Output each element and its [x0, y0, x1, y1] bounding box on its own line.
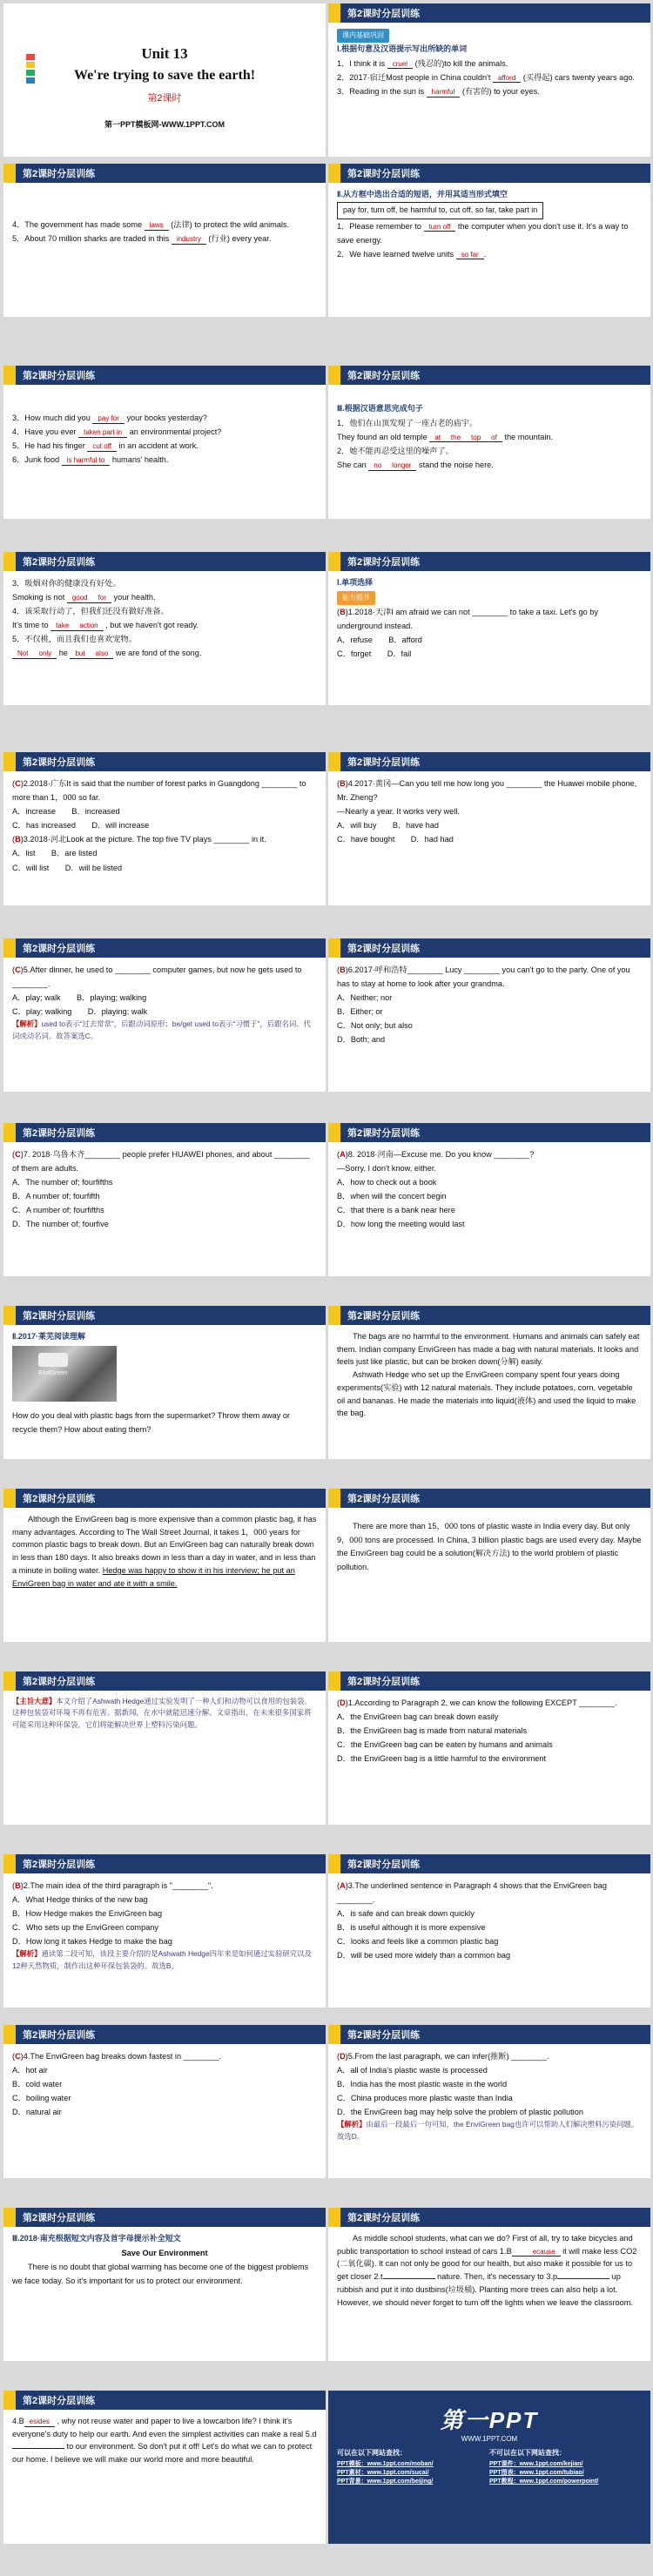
link[interactable]: PPT素材：www.1ppt.com/sucai/ — [337, 2470, 429, 2476]
site-label: 第一PPT模板网-WWW.1PPT.COM — [104, 120, 225, 129]
slide-header: 第2课时分层训练 — [328, 2208, 650, 2227]
tag-ability: 能力提升 — [337, 591, 375, 605]
slide-15 — [3, 1306, 326, 1459]
slide-header: 第2课时分层训练 — [328, 1489, 650, 1508]
slide-header: 第2课时分层训练 — [328, 1854, 650, 1873]
slide-header: 第2课时分层训练 — [328, 752, 650, 771]
passage-paragraph: There are more than 15，000 tons of plastic waste in India every day. But only 9，000 tons are processed. In China, 3 billion plastic bags are used every day. Maybe the EnviGreen bag could be a solution(解决方法) to the world problem of plastic pollution. — [337, 1522, 642, 1571]
question: Smoking is not good for your health. — [12, 593, 156, 602]
question: She can no longer stand the noise here. — [337, 461, 494, 470]
question: 5．About 70 million sharks are traded in this industry (行业) every year. — [12, 234, 272, 244]
slide-header: 第2课时分层训练 — [328, 3, 650, 23]
question: (D)1.According to Paragraph 2, we can know the following EXCEPT ________. — [337, 1698, 617, 1707]
slide-18 — [328, 1489, 650, 1642]
lesson-number: 第2课时 — [147, 93, 182, 104]
passage-title: Save Our Environment — [121, 2248, 208, 2257]
question: 3．Reading in the sun is harmful (有害的) to your eyes. — [337, 86, 540, 96]
analysis-note: 【解析】通读第二段可知，该段主要介绍的是Ashwath Hedge四年来是如何通过实验研究以及12种天然物质，制作出这种环保包装袋的。故选B。 — [12, 1949, 312, 1970]
question: (C)4.The EnviGreen bag breaks down fastest in ________. — [12, 2052, 222, 2061]
lesson-title: We're trying to save the earth! — [73, 68, 256, 83]
slide-header: 第2课时分层训练 — [328, 938, 650, 958]
passage-paragraph: The bags are no harmful to the environment. Humans and animals can safely eat them. Indian company EnviGreen has made a bag with natural materials. It looks and feels just like plastic, but can be broken down(分解) easily. — [337, 1332, 640, 1367]
slide-header: 第2课时分层训练 — [3, 1123, 326, 1142]
question-cn: 4．该采取行动了，但我们还没有做好准备。 — [12, 607, 169, 616]
question-cn: 5．不仅桃，而且我们也喜欢宠物。 — [12, 635, 137, 644]
link[interactable]: PPT模板：www.1ppt.com/moban/ — [337, 2461, 434, 2467]
slide-17 — [3, 1489, 326, 1642]
question: (C)5.After dinner, he used to ________ computer games, but now he gets used to ________. — [12, 965, 302, 989]
section-title: Ⅲ.根据汉语意思完成句子 — [337, 404, 423, 413]
brand-url: WWW.1PPT.COM — [461, 2435, 518, 2443]
question: Not only he but also we are fond of the song. — [12, 646, 317, 660]
promo-slide — [328, 2391, 650, 2544]
unit-title: Unit 13 — [141, 45, 188, 62]
slide-19 — [3, 1671, 326, 1825]
slide-20: 第2课时分层训练 (D)1.According to Paragraph 2, we can know the following EXCEPT ________. A．the EnviGreen bag can break down easily B．the EnviGreen bag is made from natural materials C．the EnviGreen bag can be eaten by humans and animals D．the EnviGreen bag is a little harmful to the environment — [328, 1671, 650, 1825]
question-cn: 3．吸烟对你的健康没有好处。 — [12, 579, 121, 588]
question: (C)2.2018·广东It is said that the number of forest parks in Guangdong ________ to more than 1，000 so far. — [12, 779, 306, 803]
summary-note: 【主旨大意】本文介绍了Ashwath Hedge通过实验发明了一种人们和动物可以食用的包装袋。这种包装袋对环境不再有危害。据新闻，在水中就能迅速分解。文章指出，在未来很多国家将可能采用这种环保袋，它们将能解决世界上塑料污染问题。 — [12, 1697, 312, 1729]
question: 2．We have learned twelve units so far . — [337, 249, 487, 259]
slide-5 — [3, 366, 326, 519]
slide-21: 第2课时分层训练 (B)2.The main idea of the third paragraph is "________". A．What Hedge thinks of the new bag B．How Hedge makes the EnviGreen bag C．Who sets up the EnviGreen company D．How long it takes Hedge to make the bag 【解析】通读第二段可知，该段主要介绍的是Ashwath Hedge四年来是如何通过实验研究以及12种天然物质，制作出这种环保包装袋的。故选B。 — [3, 1854, 326, 2008]
question: (B)1.2018·天津I am afraid we can not ________ to take a taxi. Let's go by underground instead. — [337, 607, 599, 630]
question: (B)6.2017·呼和浩特________ Lucy ________ you can't go to the party. One of you has to stay at home to look after your grandma. — [337, 965, 630, 989]
question-cn: 1．他们在山顶发现了一座古老的庙宇。 — [337, 418, 478, 427]
slide-24: 第2课时分层训练 (D)5.From the last paragraph, we can infer(推断) ________. A．all of India's plastic waste is processed B．India has the most plastic waste in the world C．China produces more plastic waste than India D．the EnviGreen bag may help solve the problem of plastic pollution 【解析】由最后一段最后一句可知，the EnviGreen bag也许可以帮助人们解决塑料污染问题。故选D。 — [328, 2025, 650, 2178]
slide-4 — [328, 164, 650, 317]
slide-header: 第2课时分层训练 — [328, 164, 650, 183]
slide-header: 第2课时分层训练 — [328, 2025, 650, 2044]
slide-10: 第2课时分层训练 (B)4.2017·黄冈—Can you tell me how long you ________ the Huawei mobile phone, Mr. Zheng? —Nearly a year. It works very well. A．will buy B．have had C．have bought D．had had — [328, 752, 650, 905]
passage-paragraph: There is no doubt that global warming has become one of the biggest problems we face today. So it's important for us to protect our environment. — [12, 2262, 309, 2285]
question: 1．Please remember to turn off the computer when you don't use it. It's a way to save energy. — [337, 221, 629, 245]
slide-header: 第2课时分层训练 — [3, 2025, 326, 2044]
envigreen-photo: EnviGreen — [12, 1346, 117, 1402]
question: (B)4.2017·黄冈—Can you tell me how long you ________ the Huawei mobile phone, Mr. Zheng? — [337, 779, 637, 803]
link[interactable]: PPT课件：www.1ppt.com/kejian/ — [489, 2461, 583, 2467]
link[interactable]: PPT背景：www.1ppt.com/beijing/ — [337, 2478, 434, 2485]
question: 2．2017·宿迁Most people in China couldn't afford (买得起) cars twenty years ago. — [337, 72, 635, 82]
slide-6 — [328, 366, 650, 519]
phrase-box: pay for, turn off, be harmful to, cut off, so far, take part in — [337, 202, 543, 219]
color-bars — [26, 54, 35, 85]
section-title: Ⅱ.2017·莱芜阅读理解 — [12, 1332, 85, 1341]
passage-paragraph: As middle school students, what can we do? First of all, try to take bicycles and public transportation to school instead of cars 1.B ecause it will make less CO2 (二氧化碳). It can not only be good for our health, but also make it possible for us to get closer 2.t nature. Then, it's necessary to 3.p up rubbish and put it into dustbins(垃圾桶). Planting more trees can also help a lot. However, we should never forget to turn off the lights when we leave the classroom. — [337, 2234, 637, 2307]
slide-header: 第2课时分层训练 — [3, 1671, 326, 1691]
slide-27 — [3, 2391, 326, 2544]
section-title: Ⅲ.2018·南充根据短文内容及首字母提示补全短文 — [12, 2234, 181, 2243]
passage-paragraph: 4.B esides , why not reuse water and paper to live a lowcarbon life? I think it's everyone's duty to help our earth. And even the simplest activities can make a real 5.d to our environment. So don't put it off! Let's do what we can to protect our home. I believe we will make our world more and more beautiful. — [12, 2417, 317, 2465]
question: 1．I think it is cruel (残忍的)to kill the animals. — [337, 58, 508, 68]
link[interactable]: PPT教程：www.1ppt.com/powerpoint/ — [489, 2478, 599, 2485]
question: 3．How much did you pay for your books yesterday? — [12, 414, 207, 422]
question: (B)3.2018·河北Look at the picture. The top five TV plays ________ in it. — [12, 835, 266, 844]
passage-paragraph: Ashwath Hedge who set up the EnviGreen company spent four years doing experiments(实验) with 12 natural materials. They include potatoes, corn, vegetable oil and bananas. He made the materials into liquid(液体) and used the liquid to make the bag. — [337, 1370, 636, 1418]
passage-intro: How do you deal with plastic bags from the supermarket? Throw them away or recycle them? How about eating them? — [12, 1410, 290, 1434]
link-columns: 可以在以下网站查找： PPT模板：www.1ppt.com/moban/ PPT素材：www.1ppt.com/sucai/ PPT背景：www.1ppt.com/beijing/ 不可以在以下网站查找： PPT课件：www.1ppt.com/kejian/ PPT图表：www.1ppt.com/tubiao/ PPT教程：www.1ppt.com/powerpoint/ — [337, 2449, 599, 2485]
slide-23: 第2课时分层训练 (C)4.The EnviGreen bag breaks down fastest in ________. A．hot air B．cold water C．boiling water D．natural air — [3, 2025, 326, 2178]
slide-header: 第2课时分层训练 — [3, 1489, 326, 1508]
slide-11: 第2课时分层训练 (C)5.After dinner, he used to ________ computer games, but now he gets used to ________. A．play; walk B．playing; walking C．play; walking D．playing; walk 【解析】used to表示“过去常常”，后跟动词原形；be/get used to表示“习惯于”，后跟名词、代词或动名词。故答案选C。 — [3, 938, 326, 1092]
slide-26 — [328, 2208, 650, 2361]
question: (A)8. 2018·河南—Excuse me. Do you know ________? — [337, 1150, 535, 1159]
slide-25 — [3, 2208, 326, 2361]
slide-header: 第2课时分层训练 — [3, 2208, 326, 2227]
slide-header: 第2课时分层训练 — [328, 1306, 650, 1325]
underlined-sentence: Hedge was happy to show it in his interview; he put an EnviGreen bag in water and ate it with a smile. — [12, 1565, 295, 1588]
slide-12: 第2课时分层训练 (B)6.2017·呼和浩特________ Lucy ________ you can't go to the party. One of you has to stay at home to look after your grandma. A．Neither; nor B．Either; or C．Not only; but also D．Both; and — [328, 938, 650, 1092]
question: It's time to take action , but we haven't got ready. — [12, 621, 199, 630]
slide-header: 第2课时分层训练 — [3, 366, 326, 385]
slide-9: 第2课时分层训练 (C)2.2018·广东It is said that the number of forest parks in Guangdong ________ to more than 1，000 so far. A．increase B．increased C．has increased D．will increase (B)3.2018·河北Look at the picture. The top five TV plays ________ in it. A．list B．are listed C．will list D．will be listed — [3, 752, 326, 905]
slide-header: 第2课时分层训练 — [3, 1306, 326, 1325]
section-title: Ⅰ.单项选择 — [337, 578, 374, 587]
slide-2 — [328, 3, 650, 157]
question-cn: 2．她不能再忍受这里的噪声了。 — [337, 446, 454, 455]
slide-header: 第2课时分层训练 — [328, 552, 650, 571]
question: 5．He had his finger cut off in an accident at work. — [12, 441, 199, 451]
question: (C)7. 2018·乌鲁木齐________ people prefer HUAWEI phones, and about ________ of them are adults. — [12, 1150, 310, 1174]
question: (A)3.The underlined sentence in Paragraph 4 shows that the EnviGreen bag ________. — [337, 1881, 608, 1905]
slide-22: 第2课时分层训练 (A)3.The underlined sentence in Paragraph 4 shows that the EnviGreen bag ________. A．is safe and can break down quickly B．is useful although it is more expensive C．looks and feels like a common plastic bag D．will be used more widely than a common bag — [328, 1854, 650, 2008]
slide-header: 第2课时分层训练 — [3, 752, 326, 771]
section-title: Ⅱ.从方框中选出合适的短语，并用其适当形式填空 — [337, 190, 508, 198]
question: 6．Junk food is harmful to humans' health. — [12, 455, 169, 465]
analysis-note: 【解析】used to表示“过去常常”，后跟动词原形；be/get used to表示“习惯于”，后跟名词、代词或动名词。故答案选C。 — [12, 1019, 311, 1040]
slide-13: 第2课时分层训练 (C)7. 2018·乌鲁木齐________ people prefer HUAWEI phones, and about ________ of them are adults. A．The number of; fourfifths B．A number of; fourfifth C．A number of; fourfifths D．The number of; fourfive — [3, 1123, 326, 1276]
question: (B)2.The main idea of the third paragraph is "________". — [12, 1881, 213, 1890]
link[interactable]: PPT图表：www.1ppt.com/tubiao/ — [489, 2470, 584, 2476]
brand-logo: 第一PPT — [440, 2407, 539, 2433]
question: (D)5.From the last paragraph, we can infer(推断) ________. — [337, 2052, 549, 2061]
slide-header: 第2课时分层训练 — [3, 2391, 326, 2410]
slide-7 — [3, 552, 326, 705]
slide-header: 第2课时分层训练 — [3, 552, 326, 571]
slide-8: 第2课时分层训练 Ⅰ.单项选择 能力提升 (B)1.2018·天津I am afraid we can not ________ to take a taxi. Let's go by underground instead. A．refuse B．afford C．forget D．fail — [328, 552, 650, 705]
slide-header: 第2课时分层训练 — [328, 1671, 650, 1691]
section-title: Ⅰ.根据句意及汉语提示写出所缺的单词 — [337, 44, 468, 53]
question: They found an old temple at the top of the mountain. — [337, 432, 554, 441]
question: 4．Have you ever taken part in an environmental project? — [12, 427, 222, 437]
slide-header: 第2课时分层训练 — [3, 1854, 326, 1873]
title-slide — [3, 3, 326, 157]
slide-16 — [328, 1306, 650, 1459]
slide-header: 第2课时分层训练 — [328, 366, 650, 385]
question: 4．The government has made some laws (法律) to protect the wild animals. — [12, 220, 290, 229]
slide-header: 第2课时分层训练 — [3, 938, 326, 958]
slide-header: 第2课时分层训练 — [328, 1123, 650, 1142]
tag-basic: 课内基础巩固 — [337, 29, 389, 43]
slide-header: 第2课时分层训练 — [3, 164, 326, 183]
analysis-note: 【解析】由最后一段最后一句可知，the EnviGreen bag也许可以帮助人们解决塑料污染问题。故选D。 — [337, 2120, 639, 2141]
slide-14: 第2课时分层训练 (A)8. 2018·河南—Excuse me. Do you know ________? —Sorry, I don't know, either. A．how to check out a book B．when will the concert begin C．that there is a bank near here D．how long the meeting would last — [328, 1123, 650, 1276]
slide-3 — [3, 164, 326, 317]
passage-paragraph: Although the EnviGreen bag is more expensive than a common plastic bag, it has many advantages. According to The Wall Street Journal, it takes 1，000 years for common plastic bags to break down. But an EnviGreen bag can naturally break down in less than 180 days. It also breaks down in less than a day in water, and in less than a minute in boiling water. Hedge was happy to show it in his interview; he put an EnviGreen bag in water and ate it with a smile. — [12, 1515, 317, 1588]
